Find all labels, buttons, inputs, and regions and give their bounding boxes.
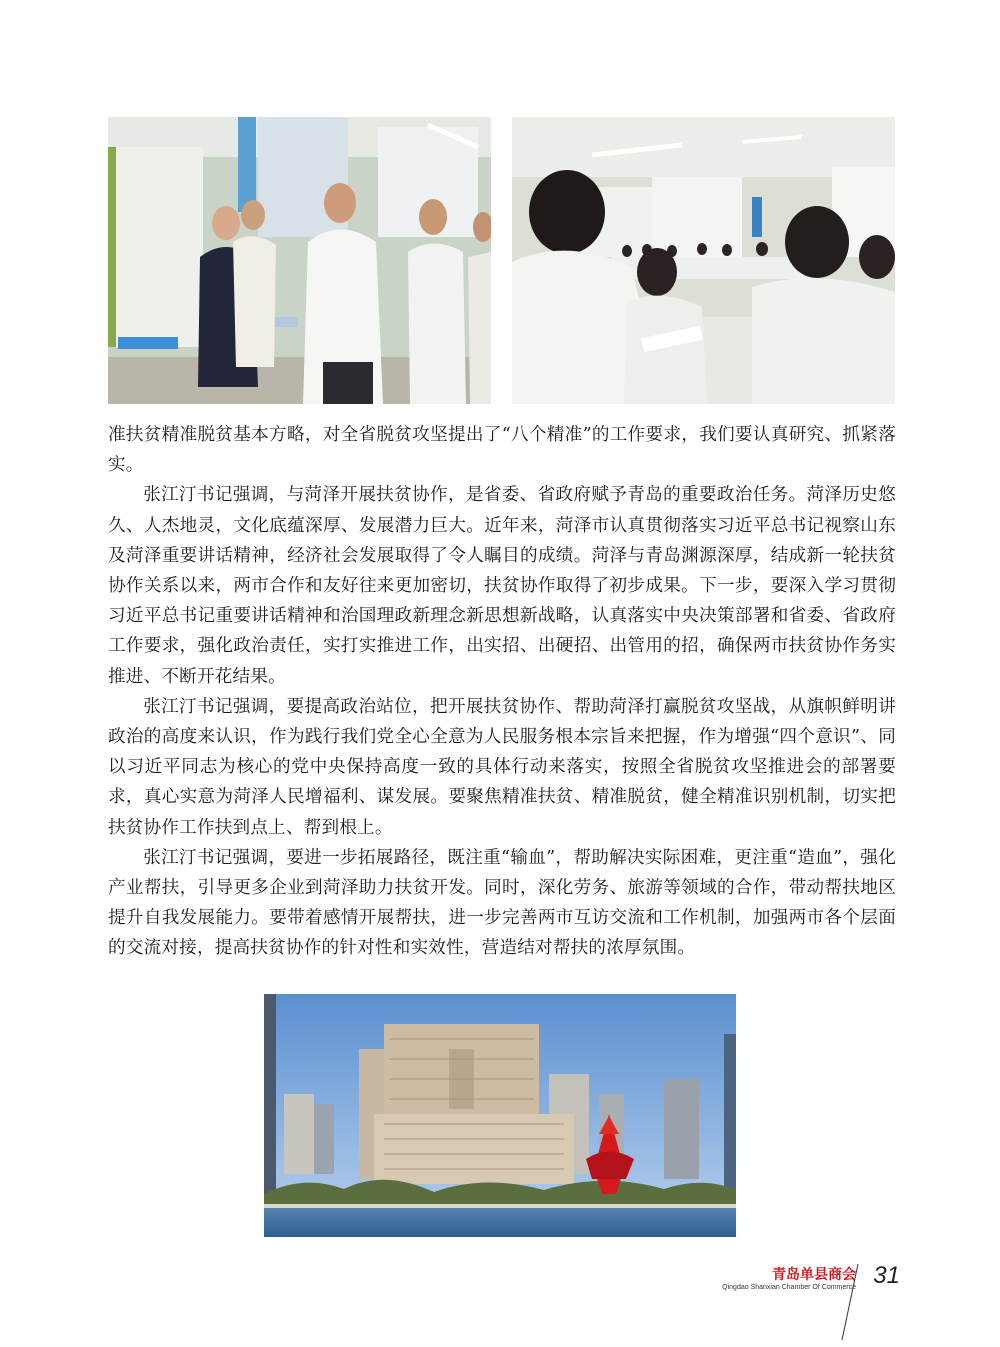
footer-divider (840, 1262, 860, 1342)
article-paragraph: 准扶贫精准脱贫基本方略，对全省脱贫攻坚提出了“八个精准”的工作要求，我们要认真研究、抓紧落实。 (108, 425, 896, 476)
page-number: 31 (873, 1262, 900, 1289)
photo-meeting (512, 117, 895, 404)
footer-brand-en: Qingdao Shanxian Chamber Of Commerce (722, 1284, 856, 1291)
page-footer (720, 1262, 900, 1342)
article-paragraph: 张江汀书记强调，要提高政治站位，把开展扶贫协作、帮助菏泽打赢脱贫攻坚战，从旗帜鲜明讲政治的高度来认识，作为践行我们党全心全意为人民服务根本宗旨来把握，作为增强“四个意识”、同以习近平同志为核心的党中央保持高度一致的具体行动来落实，按照全省脱贫攻坚推进会的部署要求，真心实意为菏泽人民增福利、谋发展。要聚焦精准扶贫、精准脱贫，健全精准识别机制，切实把扶贫协作工作扶到点上、帮到根上。 (108, 696, 896, 838)
photo-city-skyline (264, 994, 736, 1237)
footer-brand-cn: 青岛单县商会 (772, 1267, 856, 1283)
article-paragraph: 张江汀书记强调，要进一步拓展路径，既注重“输血”，帮助解决实际困难，更注重“造血”，强化产业帮扶，引导更多企业到菏泽助力扶贫开发。同时，深化劳务、旅游等领域的合作，带动帮扶地区提升自我发展能力。要带着感情开展帮扶，进一步完善两市互访交流和工作机制，加强两市各个层面的交流对接，提高扶贫协作的针对性和实效性，营造结对帮扶的浓厚氛围。 (108, 847, 896, 959)
photo-handshake (108, 117, 491, 404)
article-paragraph: 张江汀书记强调，与菏泽开展扶贫协作，是省委、省政府赋予青岛的重要政治任务。菏泽历史悠久、人杰地灵，文化底蕴深厚、发展潜力巨大。近年来，菏泽市认真贯彻落实习近平总书记视察山东及菏泽重要讲话精神，经济社会发展取得了令人瞩目的成绩。菏泽与青岛渊源深厚，结成新一轮扶贫协作关系以来，两市合作和友好往来更加密切，扶贫协作取得了初步成果。下一步，要深入学习贯彻习近平总书记重要讲话精神和治国理政新理念新思想新战略，认真落实中央决策部署和省委、省政府工作要求，强化政治责任，实打实推进工作，出实招、出硬招、出管用的招，确保两市扶贫协作务实推进、不断开花结果。 (108, 485, 896, 687)
article-body (108, 420, 896, 964)
